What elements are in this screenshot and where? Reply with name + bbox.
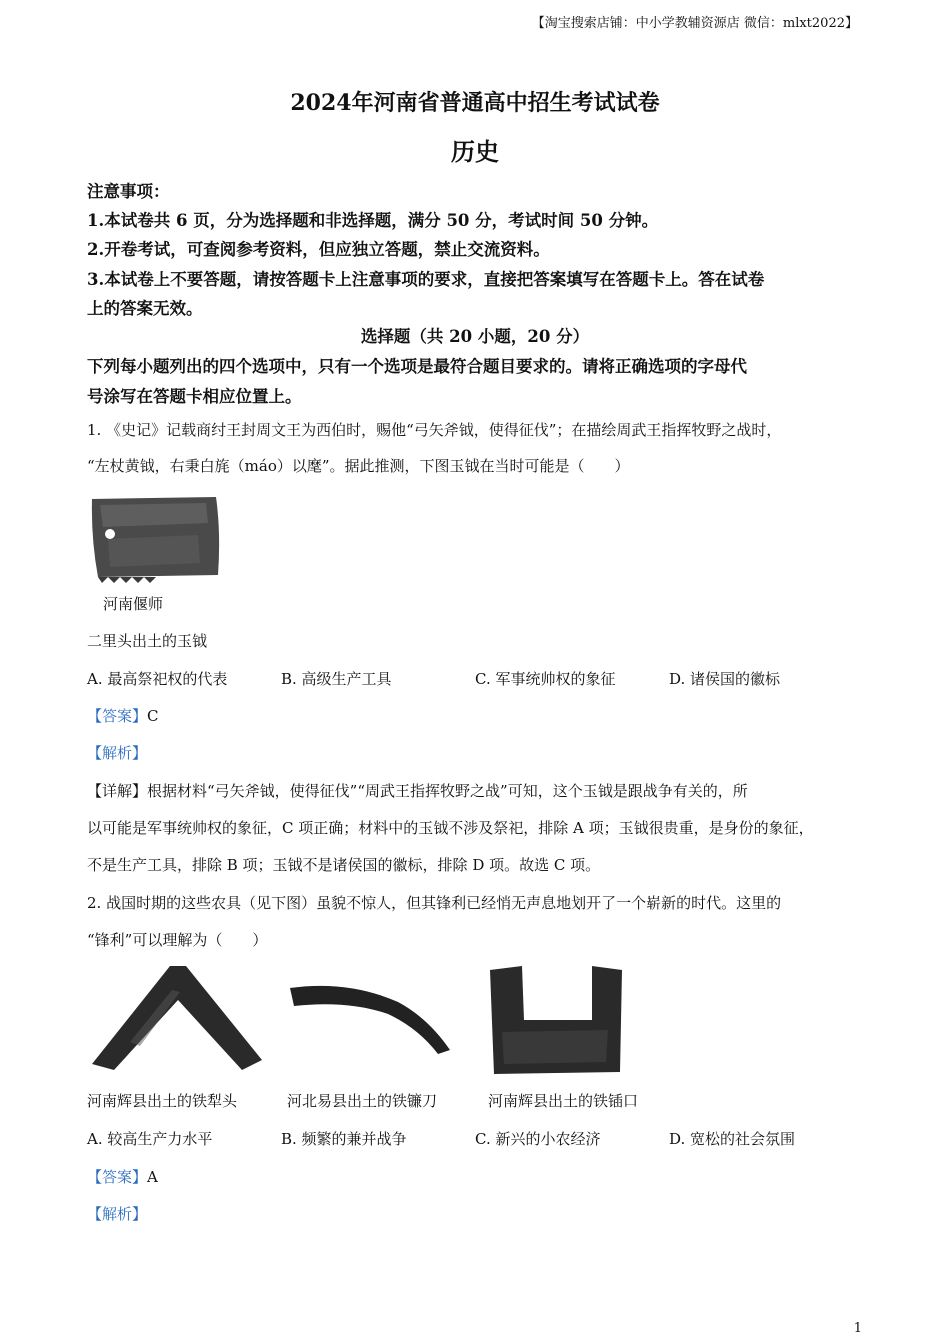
notice-item: 上的答案无效。 xyxy=(87,299,203,318)
q1-caption-line: 二里头出土的玉钺 xyxy=(87,632,208,650)
iron-sickle-image xyxy=(288,978,458,1058)
q2-answer-line xyxy=(87,1166,158,1187)
notice-item: 1.本试卷共 6 页，分为选择题和非选择题，满分 50 分，考试时间 50 分钟。 xyxy=(87,211,659,230)
notice-heading: 注意事项： xyxy=(87,182,170,201)
q1-answer-line xyxy=(87,705,159,726)
section-instruction: 号涂写在答题卡相应位置上。 xyxy=(87,387,302,406)
page-number: 1 xyxy=(853,1321,862,1336)
q1-detail-line: 以可能是军事统帅权的象征，C 项正确；材料中的玉钺不涉及祭祀，排除 A 项；玉钺很贵重，是身份的象征， xyxy=(87,819,814,837)
q1-answer: C xyxy=(147,707,159,725)
detail-tag: 【详解】 xyxy=(87,782,148,800)
iron-plow-image xyxy=(90,962,270,1074)
q2-answer: A xyxy=(147,1168,158,1186)
answer-tag: 【答案】 xyxy=(87,1168,148,1186)
jade-yue-image xyxy=(88,493,224,583)
q1-stem-line: “左杖黄钺，右秉白旄（máo）以麾”。据此推测，下图玉钺在当时可能是（ ） xyxy=(87,457,630,475)
notice-item: 2.开卷考试，可查阅参考资料，但应独立答题，禁止交流资料。 xyxy=(87,240,550,259)
q2-caption: 河南辉县出土的铁犁头 xyxy=(87,1092,238,1110)
iron-spade-image xyxy=(488,962,628,1076)
q2-option-c: C. 新兴的小农经济 xyxy=(475,1130,601,1148)
q1-detail-text: 根据材料“弓矢斧钺，使得征伐”“周武王指挥牧野之战”可知，这个玉钺是跟战争有关的，所 xyxy=(147,782,748,800)
q2-stem-line: “锋利”可以理解为（ ） xyxy=(87,931,268,949)
section-heading: 选择题（共 20 小题，20 分） xyxy=(360,327,590,346)
q1-caption-line: 河南偃师 xyxy=(103,595,164,613)
subject-title: 历史 xyxy=(451,137,499,166)
q1-option-c: C. 军事统帅权的象征 xyxy=(475,670,616,688)
q2-option-b: B. 频繁的兼并战争 xyxy=(281,1130,407,1148)
notice-item: 3.本试卷上不要答题，请按答题卡上注意事项的要求，直接把答案填写在答题卡上。答在试卷 xyxy=(87,270,765,289)
answer-tag: 【答案】 xyxy=(87,707,148,725)
q1-detail-line: 不是生产工具，排除 B 项；玉钺不是诸侯国的徽标，排除 D 项。故选 C 项。 xyxy=(87,856,601,874)
section-instruction: 下列每小题列出的四个选项中，只有一个选项是最符合题目要求的。请将正确选项的字母代 xyxy=(87,357,747,376)
q2-caption: 河南辉县出土的铁锸口 xyxy=(488,1092,639,1110)
exam-title: 2024年河南省普通高中招生考试试卷 xyxy=(290,90,660,116)
analysis-tag: 【解析】 xyxy=(87,744,148,762)
q1-stem-line: 1. 《史记》记载商纣王封周文王为西伯时，赐他“弓矢斧钺，使得征伐”；在描绘周武王指挥牧野之战时， xyxy=(87,421,782,439)
header-note: 【淘宝搜索店铺：中小学教辅资源店 微信：mlxt2022】 xyxy=(531,16,858,31)
q1-option-d: D. 诸侯国的徽标 xyxy=(669,670,781,688)
q2-option-d: D. 宽松的社会氛围 xyxy=(669,1130,796,1148)
q2-option-a: A. 较高生产力水平 xyxy=(87,1130,213,1148)
q1-detail-line xyxy=(87,780,748,801)
q1-option-b: B. 高级生产工具 xyxy=(281,670,392,688)
analysis-tag: 【解析】 xyxy=(87,1205,148,1223)
q2-caption: 河北易县出土的铁镰刀 xyxy=(287,1092,438,1110)
q1-option-a: A. 最高祭祀权的代表 xyxy=(87,670,228,688)
q2-stem-line: 2. 战国时期的这些农具（见下图）虽貌不惊人，但其锋利已经悄无声息地划开了一个崭新的时代。这里的 xyxy=(87,894,782,912)
